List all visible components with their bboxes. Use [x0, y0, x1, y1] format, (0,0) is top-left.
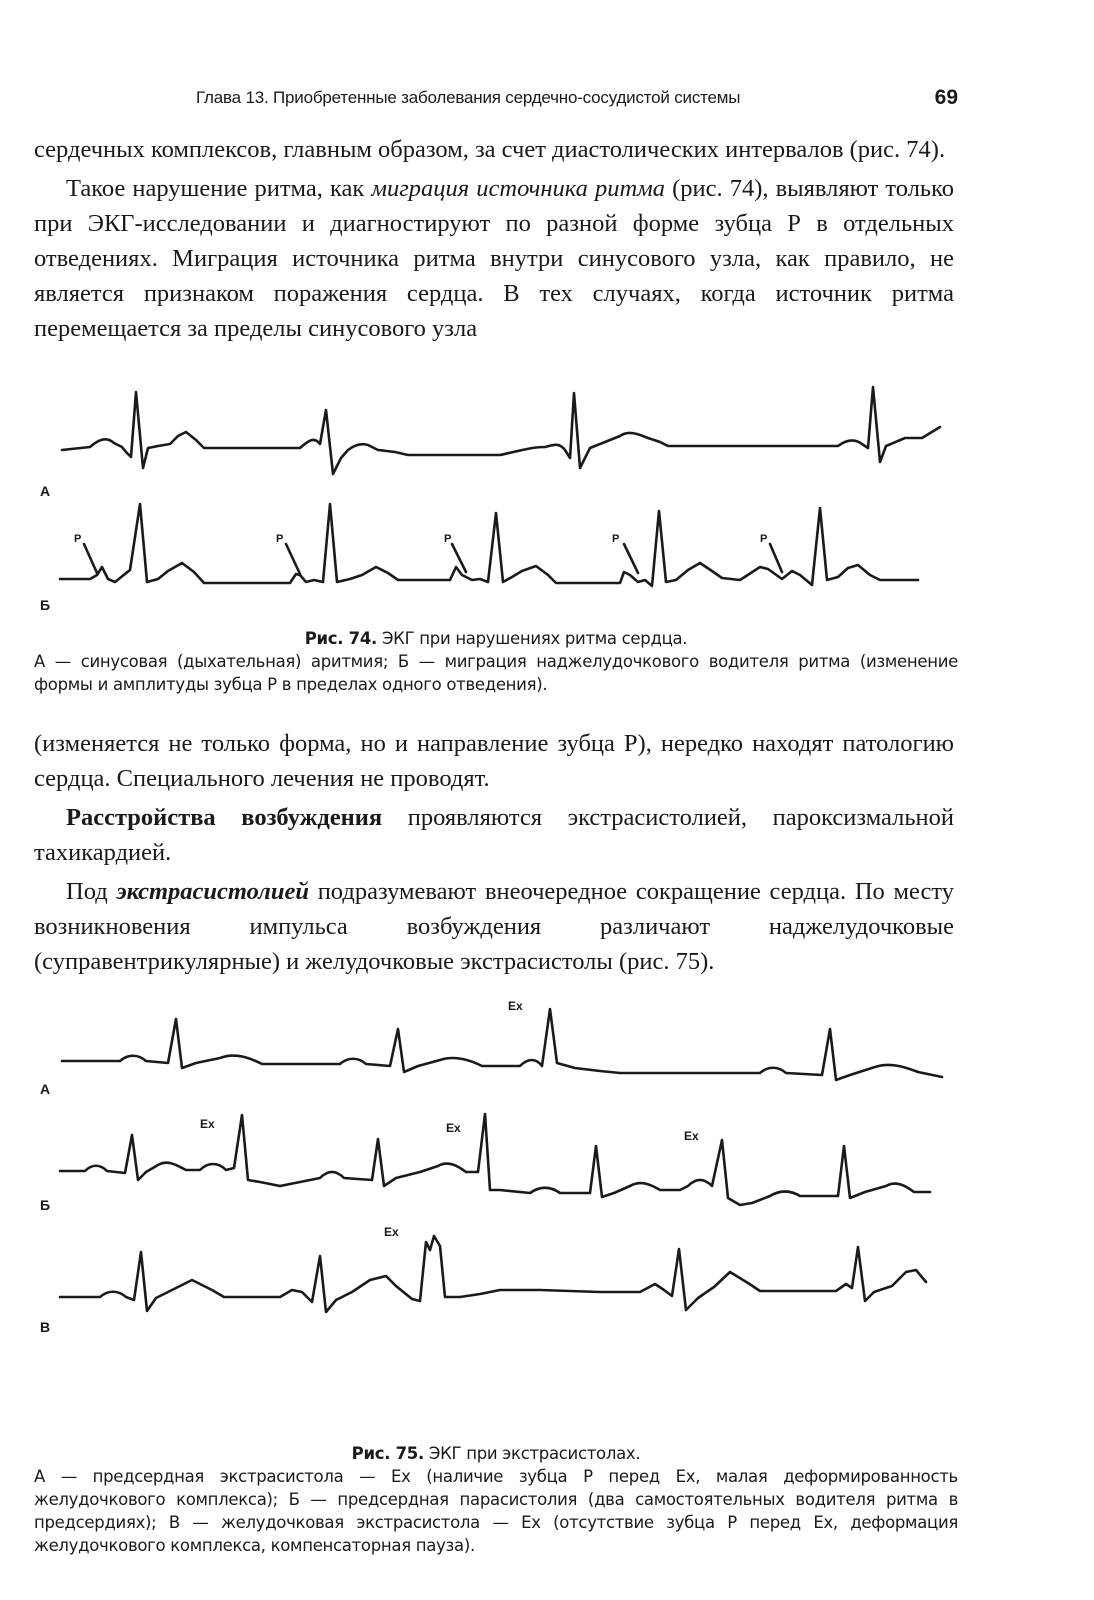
term-excitation: Расстройства возбуждения: [66, 804, 383, 831]
p-wave-label: Р: [444, 533, 452, 545]
p-wave-label: Р: [276, 533, 284, 545]
term-migration: миграция источника ритма: [371, 175, 666, 202]
ecg-trace-v: [60, 1236, 926, 1312]
trace-label-b: Б: [40, 597, 51, 613]
trace-label-b: Б: [40, 1197, 51, 1213]
trace-label-a: А: [40, 483, 51, 499]
ecg-trace-a: [62, 387, 940, 474]
p-wave-label: Р: [74, 533, 82, 545]
p-wave-pointer: [452, 544, 466, 572]
text-block-top: [34, 132, 954, 346]
p-wave-pointer: [624, 544, 638, 573]
caption-body: А — синусовая (дыхательная) аритмия; Б — миграция наджелудочкового водителя ритма (изменение формы и амплитуды зубца Р в пределах одного отведения).: [34, 652, 958, 694]
trace-label-a: А: [40, 1081, 51, 1097]
ecg-trace-b: [60, 1114, 930, 1205]
paragraph-continuation: сердечных комплексов, главным образом, за счет диастолических интервалов (рис. 74).: [34, 136, 946, 163]
ex-label: Ex: [384, 1225, 399, 1239]
paragraph-text: Под: [66, 878, 117, 905]
ecg-trace-b: [60, 504, 918, 586]
p-wave-pointer: [770, 544, 782, 572]
paragraph-extrasystole: [34, 874, 954, 979]
figure-74-ecg: [0, 380, 1094, 620]
caption-body: А — предсердная экстрасистола — Ex (наличие зубца Р перед Ex, малая деформированность желудочкового комплекса); Б — предсердная парасистолия (два самостоятельных водителя ритма в предсердиях); В — желудочковая экстрасистола — Ex (отсутствие зубца Р перед Ex, деформация желудочкового комплекса, компенсаторная пауза).: [34, 1467, 958, 1555]
paragraph-text: подразумевают внеочередное сокращение сердца. По месту возникновения импульса возбуждения различают наджелудочковые (суправентрикулярные) и желудочковые экстрасистолы (рис. 75).: [34, 878, 955, 975]
p-wave-pointer: [286, 544, 300, 574]
running-header: [196, 86, 958, 116]
paragraph-text: (рис. 74), выявляют только при ЭКГ-исследовании и диагностируют по разной форме зубца Р в отдельных отведениях. Миграция источника ритма внутри синусового узла, как правило, не является признаком поражения сердца. В тех случаях, когда источник ритма перемещается за пределы синусового узла: [34, 175, 955, 342]
p-wave-label: Р: [760, 533, 768, 545]
ecg-trace-a: [62, 1009, 942, 1080]
ex-label: Ex: [446, 1121, 461, 1135]
caption-number: Рис. 74.: [304, 629, 377, 648]
caption-title-text: ЭКГ при нарушениях ритма сердца.: [377, 629, 688, 648]
paragraph-excitation: [34, 800, 954, 870]
page-number: 69: [934, 86, 958, 109]
ex-label: Ex: [200, 1117, 215, 1131]
caption-title-text: ЭКГ при экстрасистолах.: [423, 1444, 641, 1463]
ex-label: Ex: [508, 999, 523, 1013]
p-wave-label: Р: [612, 533, 620, 545]
ex-label: Ex: [684, 1129, 699, 1143]
text-block-middle: [34, 726, 954, 979]
caption-title: [34, 627, 958, 650]
figure-75-ecg: [0, 990, 1094, 1440]
figure-74-caption: [34, 627, 958, 696]
paragraph-continuation: (изменяется не только форма, но и направление зубца Р), нередко находят патологию сердца. Специального лечения не проводят.: [34, 730, 954, 792]
caption-title: [34, 1442, 958, 1465]
figure-75-caption: [34, 1442, 958, 1557]
chapter-title: Глава 13. Приобретенные заболевания сердечно-сосудистой системы: [196, 88, 741, 107]
paragraph-text: проявляются экстрасистолией, пароксизмальной тахикардией.: [34, 804, 955, 866]
paragraph-text: Такое нарушение ритма, как: [66, 175, 372, 202]
trace-label-v: В: [40, 1319, 51, 1335]
term-extrasystole: экстрасистолией: [116, 878, 309, 905]
caption-number: Рис. 75.: [351, 1444, 424, 1463]
paragraph-migration: [34, 171, 954, 346]
p-wave-pointer: [84, 544, 97, 573]
